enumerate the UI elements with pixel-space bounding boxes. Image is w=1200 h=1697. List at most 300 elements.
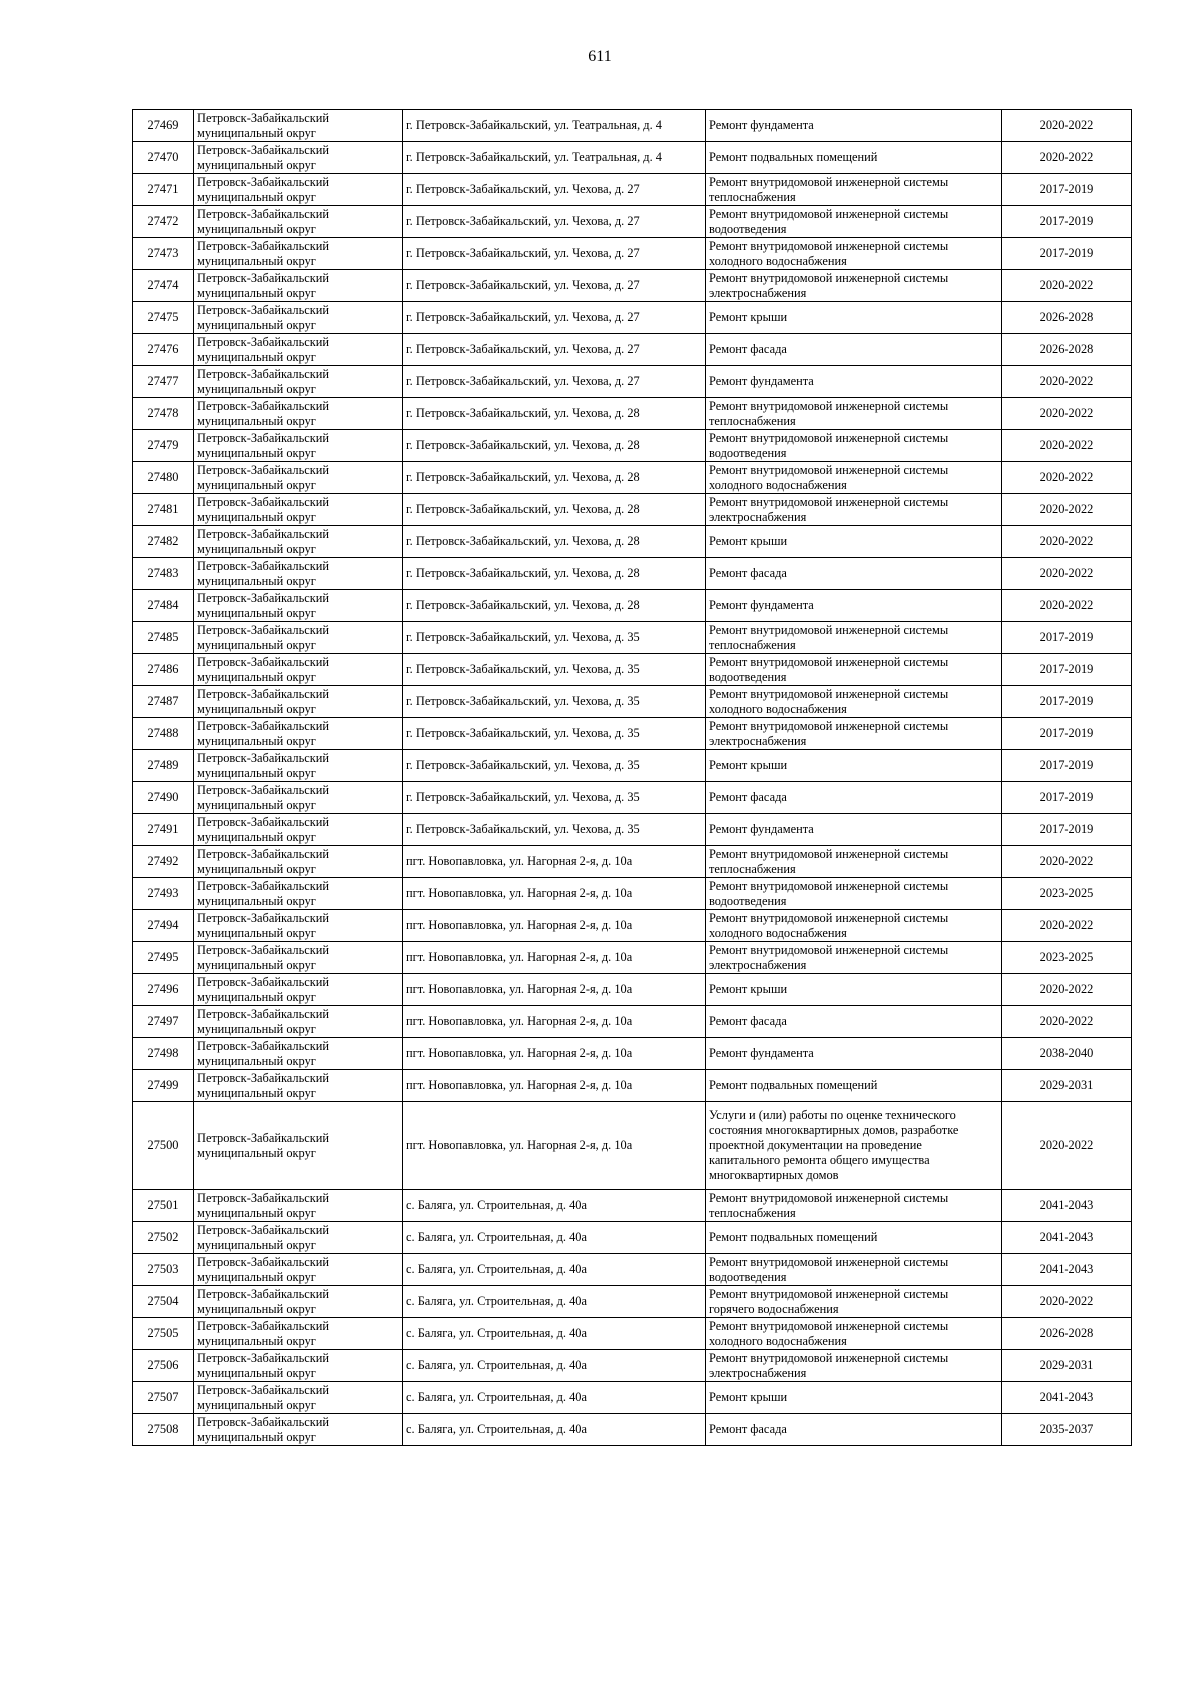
cell-address-text: пгт. Новопавловка, ул. Нагорная 2-я, д. 10а — [406, 886, 633, 900]
cell-number-text: 27469 — [147, 118, 179, 132]
cell-number — [133, 206, 194, 238]
cell-municipality — [194, 654, 403, 686]
cell-work-type-text: Ремонт внутридомовой инженерной системы электроснабжения — [709, 718, 949, 748]
cell-work-type-text: Ремонт внутридомовой инженерной системы холодного водоснабжения — [709, 462, 949, 492]
cell-municipality-text: Петровск-Забайкальский муниципальный округ — [197, 270, 330, 300]
cell-work-type — [706, 110, 1002, 142]
cell-number-text: 27494 — [147, 918, 179, 932]
cell-period-text: 2026-2028 — [1039, 310, 1094, 324]
cell-number — [133, 302, 194, 334]
cell-period-text: 2020-2022 — [1039, 438, 1094, 452]
cell-work-type-text: Ремонт внутридомовой инженерной системы электроснабжения — [709, 1350, 949, 1380]
cell-municipality-text: Петровск-Забайкальский муниципальный округ — [197, 174, 330, 204]
cell-number — [133, 270, 194, 302]
cell-municipality — [194, 430, 403, 462]
cell-number-text: 27497 — [147, 1014, 179, 1028]
cell-address-text: г. Петровск-Забайкальский, ул. Чехова, д. 28 — [406, 534, 640, 548]
cell-number-text: 27508 — [147, 1422, 179, 1436]
cell-work-type — [706, 206, 1002, 238]
cell-work-type — [706, 398, 1002, 430]
cell-municipality — [194, 334, 403, 366]
cell-number-text: 27473 — [147, 246, 179, 260]
cell-address — [403, 1350, 706, 1382]
cell-period — [1002, 942, 1132, 974]
cell-work-type — [706, 334, 1002, 366]
cell-period-text: 2020-2022 — [1039, 1138, 1094, 1152]
table-row — [133, 1222, 1132, 1254]
cell-municipality-text: Петровск-Забайкальский муниципальный округ — [197, 878, 330, 908]
cell-period — [1002, 590, 1132, 622]
cell-address — [403, 110, 706, 142]
cell-address — [403, 846, 706, 878]
cell-period-text: 2017-2019 — [1039, 214, 1094, 228]
cell-municipality-text: Петровск-Забайкальский муниципальный округ — [197, 1254, 330, 1284]
cell-municipality — [194, 558, 403, 590]
cell-address-text: г. Петровск-Забайкальский, ул. Чехова, д. 35 — [406, 630, 640, 644]
cell-number — [133, 174, 194, 206]
cell-municipality-text: Петровск-Забайкальский муниципальный округ — [197, 462, 330, 492]
cell-work-type — [706, 1382, 1002, 1414]
cell-number — [133, 1038, 194, 1070]
cell-period — [1002, 334, 1132, 366]
cell-number — [133, 814, 194, 846]
cell-address — [403, 814, 706, 846]
cell-period-text: 2020-2022 — [1039, 1014, 1094, 1028]
cell-address-text: пгт. Новопавловка, ул. Нагорная 2-я, д. 10а — [406, 950, 633, 964]
cell-period — [1002, 1414, 1132, 1446]
cell-work-type-text: Ремонт подвальных помещений — [709, 1078, 878, 1092]
cell-municipality-text: Петровск-Забайкальский муниципальный округ — [197, 1350, 330, 1380]
cell-period — [1002, 1286, 1132, 1318]
cell-address — [403, 750, 706, 782]
cell-work-type — [706, 814, 1002, 846]
cell-number — [133, 110, 194, 142]
table-row — [133, 398, 1132, 430]
cell-municipality — [194, 110, 403, 142]
cell-number — [133, 750, 194, 782]
cell-work-type-text: Ремонт крыши — [709, 982, 788, 996]
cell-work-type-text: Ремонт крыши — [709, 758, 788, 772]
cell-number — [133, 590, 194, 622]
cell-address — [403, 1286, 706, 1318]
cell-number — [133, 558, 194, 590]
cell-municipality — [194, 718, 403, 750]
table-row — [133, 1102, 1132, 1190]
cell-work-type-text: Ремонт внутридомовой инженерной системы водоотведения — [709, 878, 949, 908]
cell-number-text: 27495 — [147, 950, 179, 964]
cell-work-type-text: Ремонт фундамента — [709, 1046, 814, 1060]
cell-work-type-text: Ремонт внутридомовой инженерной системы теплоснабжения — [709, 622, 949, 652]
cell-address — [403, 430, 706, 462]
cell-work-type-text: Ремонт внутридомовой инженерной системы теплоснабжения — [709, 846, 949, 876]
cell-work-type — [706, 494, 1002, 526]
cell-work-type-text: Ремонт крыши — [709, 310, 788, 324]
cell-period-text: 2020-2022 — [1039, 502, 1094, 516]
cell-work-type — [706, 174, 1002, 206]
cell-work-type — [706, 1254, 1002, 1286]
table-row — [133, 238, 1132, 270]
cell-address-text: г. Петровск-Забайкальский, ул. Чехова, д. 35 — [406, 822, 640, 836]
cell-period — [1002, 1006, 1132, 1038]
table-row — [133, 686, 1132, 718]
table-row — [133, 430, 1132, 462]
cell-number-text: 27500 — [147, 1138, 179, 1152]
cell-municipality-text: Петровск-Забайкальский муниципальный округ — [197, 430, 330, 460]
cell-work-type — [706, 654, 1002, 686]
cell-period-text: 2020-2022 — [1039, 534, 1094, 548]
cell-municipality-text: Петровск-Забайкальский муниципальный округ — [197, 590, 330, 620]
cell-address — [403, 238, 706, 270]
cell-work-type-text: Ремонт внутридомовой инженерной системы холодного водоснабжения — [709, 686, 949, 716]
cell-number-text: 27477 — [147, 374, 179, 388]
cell-work-type — [706, 1038, 1002, 1070]
cell-period-text: 2017-2019 — [1039, 726, 1094, 740]
cell-municipality — [194, 302, 403, 334]
table-row — [133, 654, 1132, 686]
cell-number-text: 27507 — [147, 1390, 179, 1404]
cell-period-text: 2017-2019 — [1039, 182, 1094, 196]
cell-number — [133, 1286, 194, 1318]
cell-address-text: г. Петровск-Забайкальский, ул. Чехова, д. 28 — [406, 406, 640, 420]
cell-number — [133, 238, 194, 270]
cell-municipality — [194, 526, 403, 558]
cell-municipality — [194, 622, 403, 654]
table-row — [133, 1038, 1132, 1070]
cell-municipality-text: Петровск-Забайкальский муниципальный округ — [197, 142, 330, 172]
cell-period-text: 2029-2031 — [1039, 1358, 1094, 1372]
cell-work-type — [706, 622, 1002, 654]
cell-work-type — [706, 942, 1002, 974]
cell-address-text: г. Петровск-Забайкальский, ул. Театральная, д. 4 — [406, 150, 662, 164]
cell-municipality — [194, 1070, 403, 1102]
cell-number — [133, 462, 194, 494]
cell-number-text: 27488 — [147, 726, 179, 740]
cell-work-type-text: Услуги и (или) работы по оценке технического состояния многоквартирных домов, разработке проектной документации на проведение капитального ремонта общего имущества многоквартирных домов — [709, 1108, 959, 1182]
cell-period — [1002, 1102, 1132, 1190]
cell-work-type — [706, 270, 1002, 302]
cell-number — [133, 1254, 194, 1286]
cell-work-type — [706, 974, 1002, 1006]
cell-period — [1002, 398, 1132, 430]
cell-address — [403, 462, 706, 494]
cell-work-type — [706, 1102, 1002, 1190]
cell-number — [133, 1382, 194, 1414]
cell-period — [1002, 238, 1132, 270]
cell-period-text: 2041-2043 — [1039, 1198, 1094, 1212]
cell-municipality — [194, 686, 403, 718]
cell-number-text: 27482 — [147, 534, 179, 548]
cell-period — [1002, 1254, 1132, 1286]
cell-municipality — [194, 1350, 403, 1382]
cell-period — [1002, 910, 1132, 942]
cell-work-type-text: Ремонт внутридомовой инженерной системы холодного водоснабжения — [709, 1318, 949, 1348]
table-row — [133, 142, 1132, 174]
cell-number — [133, 622, 194, 654]
cell-municipality — [194, 1102, 403, 1190]
cell-work-type — [706, 142, 1002, 174]
cell-address — [403, 1070, 706, 1102]
cell-municipality-text: Петровск-Забайкальский муниципальный округ — [197, 398, 330, 428]
cell-period — [1002, 1070, 1132, 1102]
cell-period-text: 2020-2022 — [1039, 470, 1094, 484]
cell-municipality-text: Петровск-Забайкальский муниципальный округ — [197, 110, 330, 140]
cell-number — [133, 942, 194, 974]
table-row — [133, 846, 1132, 878]
cell-address-text: г. Петровск-Забайкальский, ул. Чехова, д. 35 — [406, 662, 640, 676]
cell-municipality — [194, 398, 403, 430]
cell-municipality-text: Петровск-Забайкальский муниципальный округ — [197, 334, 330, 364]
cell-work-type-text: Ремонт внутридомовой инженерной системы водоотведения — [709, 1254, 949, 1284]
cell-period — [1002, 494, 1132, 526]
cell-municipality — [194, 974, 403, 1006]
cell-work-type — [706, 1006, 1002, 1038]
cell-period — [1002, 622, 1132, 654]
cell-work-type-text: Ремонт внутридомовой инженерной системы водоотведения — [709, 206, 949, 236]
cell-municipality-text: Петровск-Забайкальский муниципальный округ — [197, 494, 330, 524]
cell-period-text: 2017-2019 — [1039, 822, 1094, 836]
cell-work-type — [706, 558, 1002, 590]
cell-work-type — [706, 718, 1002, 750]
cell-period-text: 2020-2022 — [1039, 118, 1094, 132]
cell-work-type-text: Ремонт крыши — [709, 534, 788, 548]
cell-municipality-text: Петровск-Забайкальский муниципальный округ — [197, 1190, 330, 1220]
cell-number-text: 27489 — [147, 758, 179, 772]
cell-period — [1002, 302, 1132, 334]
cell-work-type-text: Ремонт крыши — [709, 1390, 788, 1404]
cell-number-text: 27505 — [147, 1326, 179, 1340]
table-row — [133, 1006, 1132, 1038]
cell-address — [403, 1190, 706, 1222]
cell-work-type — [706, 1414, 1002, 1446]
cell-address-text: г. Петровск-Забайкальский, ул. Чехова, д. 35 — [406, 726, 640, 740]
cell-period — [1002, 526, 1132, 558]
cell-address — [403, 1038, 706, 1070]
cell-number-text: 27480 — [147, 470, 179, 484]
cell-number-text: 27470 — [147, 150, 179, 164]
cell-address — [403, 622, 706, 654]
cell-work-type — [706, 782, 1002, 814]
cell-address-text: с. Баляга, ул. Строительная, д. 40а — [406, 1358, 587, 1372]
cell-number — [133, 654, 194, 686]
cell-municipality-text: Петровск-Забайкальский муниципальный округ — [197, 942, 330, 972]
cell-period-text: 2020-2022 — [1039, 918, 1094, 932]
cell-work-type — [706, 430, 1002, 462]
cell-period-text: 2035-2037 — [1039, 1422, 1094, 1436]
cell-period-text: 2017-2019 — [1039, 790, 1094, 804]
cell-address-text: г. Петровск-Забайкальский, ул. Чехова, д. 28 — [406, 470, 640, 484]
cell-address-text: г. Петровск-Забайкальский, ул. Чехова, д. 35 — [406, 790, 640, 804]
page-number: 611 — [588, 48, 612, 65]
cell-period — [1002, 366, 1132, 398]
cell-period-text: 2020-2022 — [1039, 278, 1094, 292]
table-row — [133, 622, 1132, 654]
table-row — [133, 910, 1132, 942]
table-row — [133, 1070, 1132, 1102]
cell-address — [403, 494, 706, 526]
cell-municipality-text: Петровск-Забайкальский муниципальный округ — [197, 1006, 330, 1036]
cell-number — [133, 878, 194, 910]
cell-number — [133, 366, 194, 398]
cell-period-text: 2020-2022 — [1039, 566, 1094, 580]
cell-address — [403, 558, 706, 590]
cell-work-type-text: Ремонт фасада — [709, 790, 787, 804]
cell-municipality-text: Петровск-Забайкальский муниципальный округ — [197, 558, 330, 588]
cell-address-text: г. Петровск-Забайкальский, ул. Чехова, д. 28 — [406, 502, 640, 516]
cell-address — [403, 334, 706, 366]
table-row — [133, 270, 1132, 302]
cell-municipality-text: Петровск-Забайкальский муниципальный округ — [197, 1382, 330, 1412]
cell-municipality-text: Петровск-Забайкальский муниципальный округ — [197, 1318, 330, 1348]
cell-work-type-text: Ремонт внутридомовой инженерной системы электроснабжения — [709, 270, 949, 300]
cell-work-type — [706, 686, 1002, 718]
cell-work-type-text: Ремонт внутридомовой инженерной системы горячего водоснабжения — [709, 1286, 949, 1316]
cell-period-text: 2041-2043 — [1039, 1390, 1094, 1404]
cell-municipality — [194, 206, 403, 238]
cell-period — [1002, 558, 1132, 590]
cell-address — [403, 1006, 706, 1038]
cell-address — [403, 366, 706, 398]
cell-municipality-text: Петровск-Забайкальский муниципальный округ — [197, 718, 330, 748]
cell-number — [133, 334, 194, 366]
cell-number-text: 27498 — [147, 1046, 179, 1060]
cell-number — [133, 1006, 194, 1038]
table-row — [133, 590, 1132, 622]
cell-address — [403, 302, 706, 334]
cell-municipality — [194, 814, 403, 846]
cell-number — [133, 782, 194, 814]
cell-number — [133, 1414, 194, 1446]
cell-address-text: г. Петровск-Забайкальский, ул. Чехова, д. 35 — [406, 694, 640, 708]
cell-municipality-text: Петровск-Забайкальский муниципальный округ — [197, 1414, 330, 1444]
cell-municipality — [194, 782, 403, 814]
cell-number-text: 27502 — [147, 1230, 179, 1244]
cell-address — [403, 398, 706, 430]
cell-municipality — [194, 590, 403, 622]
cell-address-text: с. Баляга, ул. Строительная, д. 40а — [406, 1294, 587, 1308]
cell-number — [133, 686, 194, 718]
cell-work-type-text: Ремонт фундамента — [709, 598, 814, 612]
cell-municipality — [194, 494, 403, 526]
cell-period — [1002, 686, 1132, 718]
cell-work-type — [706, 238, 1002, 270]
cell-number — [133, 1318, 194, 1350]
cell-municipality-text: Петровск-Забайкальский муниципальный округ — [197, 846, 330, 876]
table-row — [133, 462, 1132, 494]
cell-period-text: 2026-2028 — [1039, 1326, 1094, 1340]
cell-number-text: 27503 — [147, 1262, 179, 1276]
cell-period-text: 2029-2031 — [1039, 1078, 1094, 1092]
cell-period — [1002, 654, 1132, 686]
table-row — [133, 718, 1132, 750]
cell-address — [403, 142, 706, 174]
cell-number-text: 27484 — [147, 598, 179, 612]
cell-work-type-text: Ремонт фасада — [709, 1014, 787, 1028]
table-row — [133, 110, 1132, 142]
cell-period — [1002, 782, 1132, 814]
cell-municipality-text: Петровск-Забайкальский муниципальный округ — [197, 1286, 330, 1316]
table-row — [133, 750, 1132, 782]
cell-period-text: 2020-2022 — [1039, 1294, 1094, 1308]
cell-period — [1002, 1318, 1132, 1350]
cell-work-type-text: Ремонт внутридомовой инженерной системы теплоснабжения — [709, 398, 949, 428]
cell-address — [403, 1382, 706, 1414]
table-row — [133, 526, 1132, 558]
cell-number-text: 27487 — [147, 694, 179, 708]
cell-number — [133, 718, 194, 750]
table-row — [133, 1414, 1132, 1446]
cell-work-type-text: Ремонт внутридомовой инженерной системы электроснабжения — [709, 494, 949, 524]
cell-address — [403, 206, 706, 238]
cell-municipality-text: Петровск-Забайкальский муниципальный округ — [197, 750, 330, 780]
cell-address-text: пгт. Новопавловка, ул. Нагорная 2-я, д. 10а — [406, 1138, 633, 1152]
cell-number — [133, 1070, 194, 1102]
cell-municipality-text: Петровск-Забайкальский муниципальный округ — [197, 238, 330, 268]
cell-municipality — [194, 1254, 403, 1286]
cell-municipality — [194, 942, 403, 974]
cell-address — [403, 782, 706, 814]
cell-municipality — [194, 910, 403, 942]
cell-municipality-text: Петровск-Забайкальский муниципальный округ — [197, 302, 330, 332]
cell-municipality-text: Петровск-Забайкальский муниципальный округ — [197, 366, 330, 396]
cell-number-text: 27499 — [147, 1078, 179, 1092]
cell-address-text: г. Петровск-Забайкальский, ул. Чехова, д. 27 — [406, 214, 640, 228]
table-row — [133, 878, 1132, 910]
cell-address-text: г. Петровск-Забайкальский, ул. Чехова, д. 27 — [406, 278, 640, 292]
cell-municipality — [194, 1318, 403, 1350]
cell-address-text: пгт. Новопавловка, ул. Нагорная 2-я, д. 10а — [406, 918, 633, 932]
cell-work-type-text: Ремонт внутридомовой инженерной системы электроснабжения — [709, 942, 949, 972]
cell-address-text: г. Петровск-Забайкальский, ул. Чехова, д. 28 — [406, 566, 640, 580]
cell-address — [403, 878, 706, 910]
table-row — [133, 1382, 1132, 1414]
cell-number — [133, 494, 194, 526]
cell-number-text: 27483 — [147, 566, 179, 580]
cell-work-type — [706, 526, 1002, 558]
table-row — [133, 814, 1132, 846]
cell-number-text: 27481 — [147, 502, 179, 516]
cell-address-text: г. Петровск-Забайкальский, ул. Чехова, д. 27 — [406, 374, 640, 388]
cell-number-text: 27475 — [147, 310, 179, 324]
cell-work-type-text: Ремонт внутридомовой инженерной системы теплоснабжения — [709, 174, 949, 204]
cell-address-text: г. Петровск-Забайкальский, ул. Чехова, д. 27 — [406, 342, 640, 356]
cell-work-type — [706, 1350, 1002, 1382]
cell-municipality — [194, 1190, 403, 1222]
cell-municipality — [194, 878, 403, 910]
cell-address — [403, 174, 706, 206]
cell-period — [1002, 1038, 1132, 1070]
cell-municipality-text: Петровск-Забайкальский муниципальный округ — [197, 782, 330, 812]
cell-number-text: 27496 — [147, 982, 179, 996]
table-row — [133, 1254, 1132, 1286]
cell-period-text: 2017-2019 — [1039, 694, 1094, 708]
cell-work-type — [706, 1318, 1002, 1350]
table-row — [133, 1350, 1132, 1382]
cell-address — [403, 270, 706, 302]
cell-address — [403, 718, 706, 750]
cell-period — [1002, 142, 1132, 174]
cell-work-type-text: Ремонт внутридомовой инженерной системы теплоснабжения — [709, 1190, 949, 1220]
cell-number-text: 27472 — [147, 214, 179, 228]
cell-work-type — [706, 750, 1002, 782]
cell-period-text: 2020-2022 — [1039, 406, 1094, 420]
cell-period — [1002, 750, 1132, 782]
cell-number — [133, 526, 194, 558]
cell-address — [403, 910, 706, 942]
table-row — [133, 782, 1132, 814]
cell-period — [1002, 878, 1132, 910]
cell-work-type — [706, 302, 1002, 334]
cell-period — [1002, 270, 1132, 302]
